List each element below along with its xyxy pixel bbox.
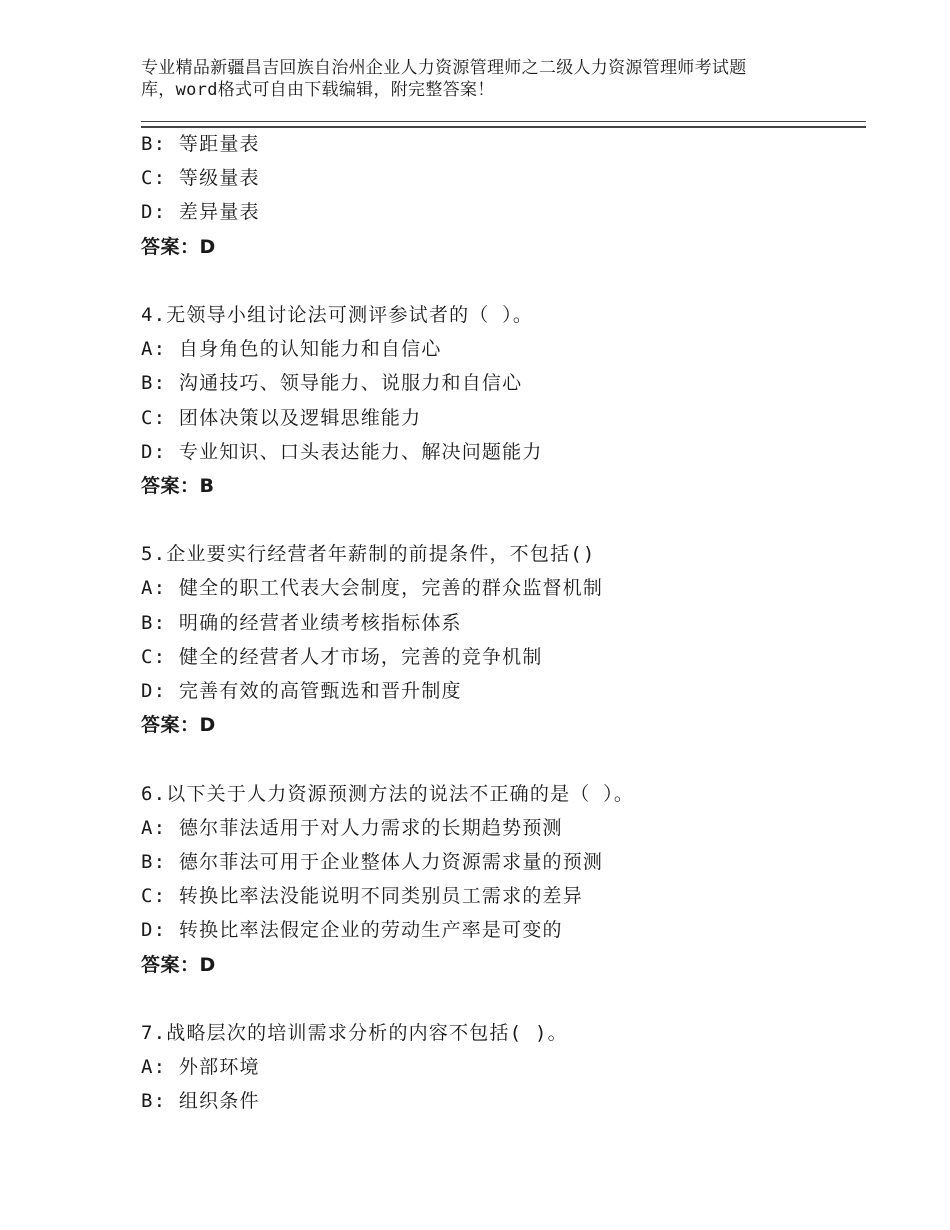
option-d: D: 转换比率法假定企业的劳动生产率是可变的 — [141, 919, 563, 942]
option-d: D: 差异量表 — [141, 201, 260, 224]
header-title-line-1: 专业精品新疆昌吉回族自治州企业人力资源管理师之二级人力资源管理师考试题 — [141, 58, 747, 78]
document-header — [141, 57, 831, 101]
option-b: B: 等距量表 — [141, 133, 260, 155]
answer-line: 答案：B — [141, 474, 215, 497]
answer-line: 答案：D — [141, 235, 216, 258]
option-a: A: 德尔菲法适用于对人力需求的长期趋势预测 — [141, 816, 563, 839]
question-stem: 7.战略层次的培训需求分析的内容不包括( )。 — [141, 1021, 568, 1044]
option-a: A: 健全的职工代表大会制度，完善的群众监督机制 — [141, 577, 604, 600]
question-7 — [141, 1016, 861, 1119]
option-b: B: 沟通技巧、领导能力、说服力和自信心 — [141, 372, 523, 395]
option-b: B: 德尔菲法可用于企业整体人力资源需求量的预测 — [141, 850, 604, 873]
option-d: D: 完善有效的高管甄选和晋升制度 — [141, 680, 462, 702]
option-c: C: 等级量表 — [141, 167, 260, 190]
spacer — [141, 982, 861, 1016]
spacer — [141, 503, 861, 537]
question-stem: 5.企业要实行经营者年薪制的前提条件，不包括() — [141, 543, 596, 566]
question-5 — [141, 537, 861, 742]
option-a: A: 外部环境 — [141, 1056, 260, 1079]
option-c: C: 团体决策以及逻辑思维能力 — [141, 406, 422, 429]
spacer — [141, 742, 861, 776]
question-6 — [141, 777, 861, 982]
answer-line: 答案：D — [141, 953, 216, 976]
answer-line: 答案：D — [141, 714, 216, 737]
question-stem: 6.以下关于人力资源预测方法的说法不正确的是（ ）。 — [141, 782, 635, 805]
question-partial — [141, 127, 861, 264]
header-title-line-2: 库，word格式可自由下载编辑，附完整答案！ — [141, 80, 495, 100]
option-c: C: 转换比率法没能说明不同类别员工需求的差异 — [141, 885, 583, 908]
spacer — [141, 264, 861, 298]
option-b: B: 明确的经营者业绩考核指标体系 — [141, 611, 462, 634]
option-a: A: 自身角色的认知能力和自信心 — [141, 338, 442, 361]
question-stem: 4.无领导小组讨论法可测评参试者的（ ）。 — [141, 303, 534, 326]
option-d: D: 专业知识、口头表达能力、解决问题能力 — [141, 440, 543, 463]
question-list — [141, 127, 861, 1118]
option-c: C: 健全的经营者人才市场，完善的竞争机制 — [141, 645, 543, 668]
option-b: B: 组织条件 — [141, 1090, 260, 1113]
question-4 — [141, 298, 861, 503]
